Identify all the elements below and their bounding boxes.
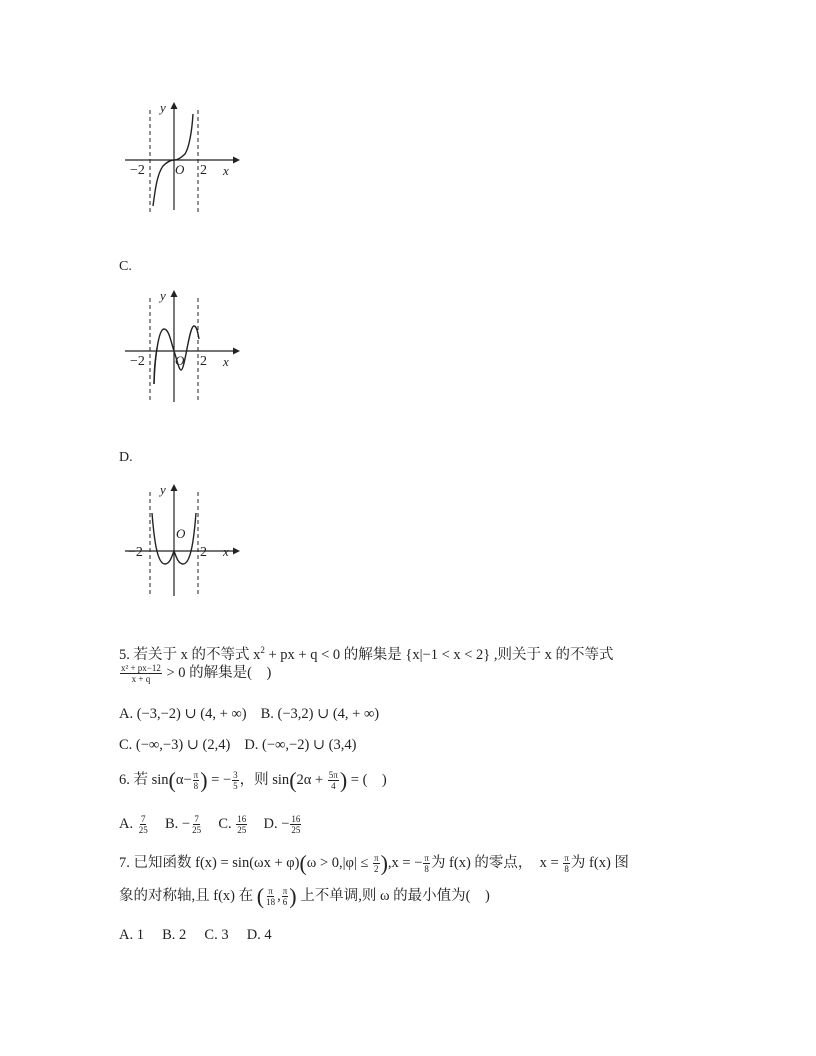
y-axis-arrow [171, 102, 178, 109]
q6-frac-3: $\frac{5\pi}{4}$ [328, 770, 338, 792]
x-axis-arrow [233, 548, 240, 555]
q6-options [119, 814, 302, 835]
q5-sup: 2 [260, 645, 265, 655]
q5-option-b: B. (−3,2) ∪ (4, + ∞) [260, 706, 380, 722]
graph-d [119, 478, 244, 600]
graph-c [119, 284, 244, 406]
q7-sep: , [277, 888, 281, 904]
q6-option-c: C. [218, 816, 232, 832]
q5-line2 [119, 663, 271, 684]
option-c-label: C. [119, 259, 132, 274]
q5-frac-num: x² + px−12 [121, 663, 161, 674]
q6-frac-2: $\frac{3}{5}$ [233, 770, 238, 792]
q7-frac-2: $\frac{\pi}{8}$ [424, 853, 429, 875]
x-axis-arrow [233, 157, 240, 164]
q5-text-c: > 0 的解集是( ) [162, 665, 272, 681]
q6-option-d: D. − [263, 816, 290, 832]
q5-frac-den: x + q [131, 674, 151, 685]
q7-text-e: 为 f(x) 图 [570, 855, 629, 871]
q5-option-a: A. (−3,−2) ∪ (4, + ∞) [119, 706, 247, 722]
tick-right-label: 2 [200, 354, 207, 369]
q7-text-f: 象的对称轴,且 f(x) 在 [119, 888, 257, 904]
q7-frac-1: $\frac{\pi}{2}$ [374, 853, 379, 875]
q7-frac-5: $\frac{\pi}{6}$ [282, 886, 288, 908]
q6-text-f: = ( ) [347, 772, 387, 788]
q5-line1 [119, 640, 614, 665]
tick-right-label: 2 [200, 163, 207, 178]
q5-options-row2 [119, 735, 356, 755]
q6-option-a-frac: $\frac{7}{25}$ [138, 814, 148, 836]
q7-text-g: 上不单调,则 ω 的最小值为( ) [296, 888, 490, 904]
q6-frac-1: $\frac{\pi}{8}$ [193, 770, 199, 792]
x-axis-label: x [223, 544, 229, 559]
q7-option-list: A. 1 B. 2 C. 3 D. 4 [119, 927, 272, 943]
q5-fraction [120, 663, 162, 684]
q5-options-row1 [119, 704, 379, 724]
q7-frac-3: $\frac{\pi}{8}$ [564, 853, 569, 875]
origin-label: O [176, 526, 186, 541]
x-axis-label: x [223, 354, 229, 369]
q6-text-a: 6. 若 sin [119, 772, 169, 788]
q6-option-d-frac: $\frac{16}{25}$ [291, 814, 301, 836]
q6-text-c: = − [207, 772, 232, 788]
q6-option-b-frac: $\frac{7}{25}$ [192, 814, 202, 836]
tick-left-label: −2 [130, 354, 145, 369]
q7-text-a: 7. 已知函数 f(x) = sin(ωx + φ) [119, 855, 300, 871]
q5-option-c: C. (−∞,−3) ∪ (2,4) [119, 737, 231, 753]
origin-label: O [175, 162, 185, 177]
origin-label: O [175, 353, 185, 368]
q7-text-d: 为 f(x) 的零点， x = [430, 855, 563, 871]
y-axis-label: y [160, 100, 166, 115]
q6-text-e: 2α + [296, 772, 327, 788]
q5-text-a: 5. 若关于 x 的不等式 x [119, 646, 261, 663]
y-axis-arrow [171, 290, 178, 297]
q5-text-b: + px + q < 0 的解集是 {x|−1 < x < 2} ,则关于 x 的不等式 [264, 646, 614, 663]
x-axis-label: x [223, 163, 229, 178]
q6-text-d: ，则 sin [239, 772, 290, 788]
q7-text-c: ,x = − [387, 855, 423, 871]
tick-left-label: −2 [128, 545, 143, 560]
q7-line1: 7. 已知函数 f(x) = sin(ωx + φ)(ω > 0,|φ| ≤ $\frac{\pi}{2}$ ),x = − $\frac{\pi}{8}$ 为 f(x) 的零点， x = $\frac{\pi}{8}$ 为 f(x) 图 [119, 850, 629, 876]
q7-frac-4: $\frac{\pi}{18}$ [266, 886, 276, 908]
x-axis-arrow [233, 348, 240, 355]
tick-right-label: 2 [200, 545, 207, 560]
y-axis-label: y [160, 288, 166, 303]
q6-option-a: A. [119, 816, 134, 832]
q7-line2: 象的对称轴,且 f(x) 在 ( $\frac{\pi}{18}$ , $\frac{\pi}{6}$ ) 上不单调,则 ω 的最小值为( ) [119, 883, 490, 909]
q5-option-d: D. (−∞,−2) ∪ (3,4) [244, 737, 357, 753]
q6-option-b: B. − [164, 816, 191, 832]
q6-line: 6. 若 sin(α− $\frac{\pi}{8}$ ) = − $\frac{3}{5}$ ，则 sin(2α + $\frac{5\pi}{4}$ ) = ( ) [119, 767, 387, 793]
y-axis-label: y [160, 482, 166, 497]
q6-text-b: α− [175, 772, 192, 788]
q7-text-b: ω > 0,|φ| ≤ [306, 855, 373, 871]
q6-option-c-frac: $\frac{16}{25}$ [237, 814, 247, 836]
graph-top [119, 96, 244, 218]
y-axis-arrow [171, 484, 178, 491]
q7-options [119, 925, 272, 945]
option-d-label: D. [119, 450, 133, 465]
tick-left-label: −2 [130, 163, 145, 178]
